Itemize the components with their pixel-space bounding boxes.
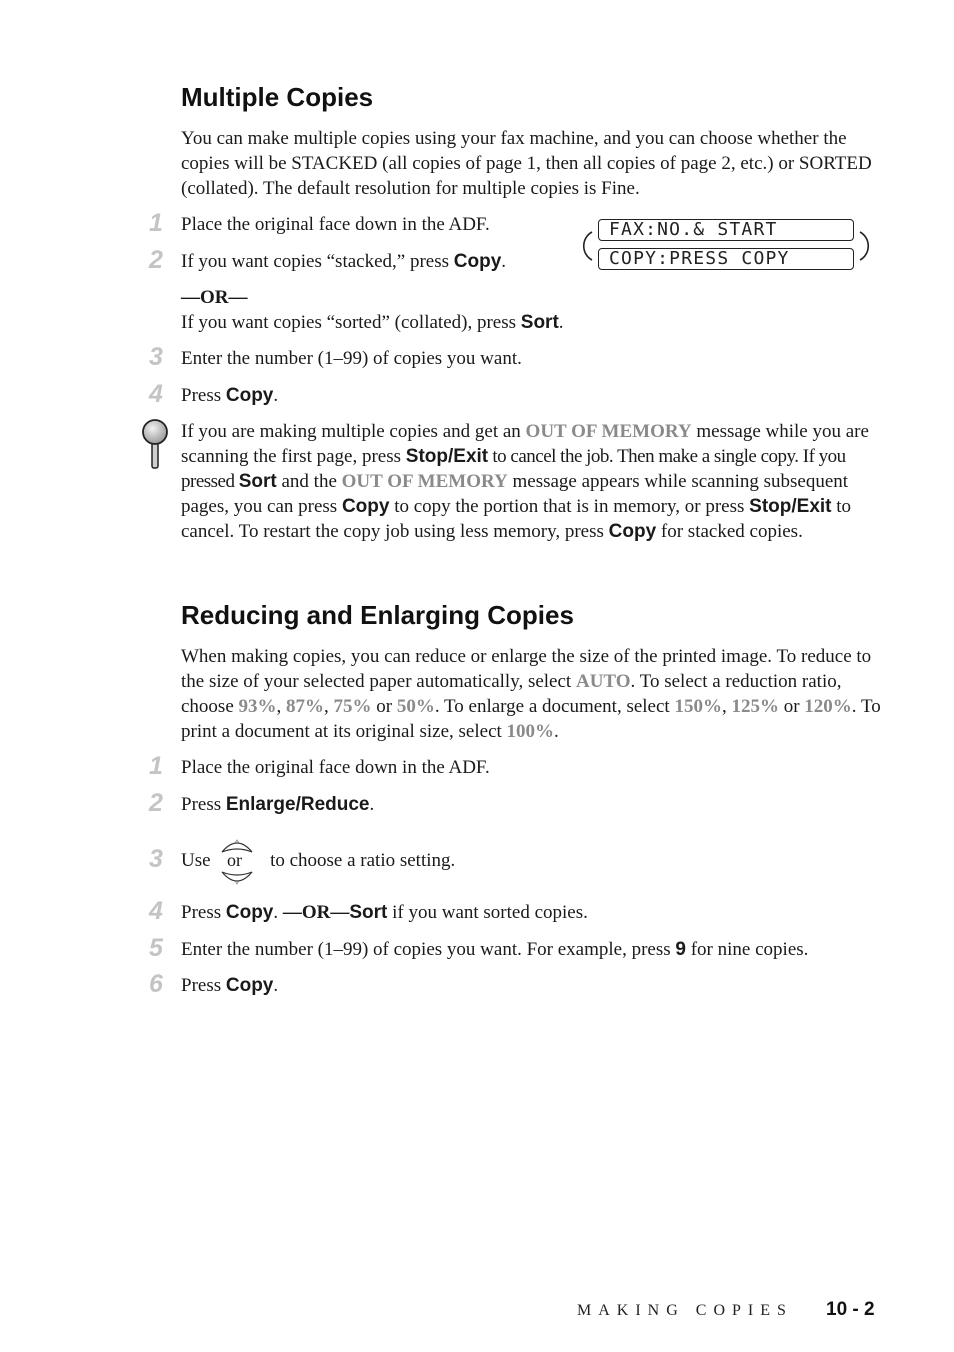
key-sort: Sort bbox=[520, 312, 559, 333]
step-text-post: for nine copies. bbox=[685, 939, 809, 960]
reduce-enlarge-intro bbox=[181, 644, 881, 744]
ratio-100: 100% bbox=[506, 721, 555, 742]
step-number: 3 bbox=[149, 845, 163, 873]
step-number: 5 bbox=[149, 934, 163, 962]
or-label: —OR— bbox=[282, 902, 350, 923]
footer-page-number: 10 - 2 bbox=[826, 1299, 875, 1320]
step-text bbox=[181, 900, 881, 925]
step-text-post: . bbox=[273, 385, 279, 406]
key-copy: Copy bbox=[225, 902, 274, 923]
step-text-pre: Press bbox=[181, 794, 226, 815]
ratio-93: 93% bbox=[238, 696, 277, 717]
ratio-120: 120% bbox=[804, 696, 852, 717]
step-text: Place the original face down in the ADF. bbox=[181, 757, 490, 778]
step-text-pre: If you want copies “sorted” (collated), press bbox=[181, 312, 521, 333]
step-text bbox=[181, 310, 881, 335]
intro-text: or bbox=[371, 696, 397, 717]
key-copy: Copy bbox=[453, 251, 502, 272]
step-text bbox=[181, 973, 881, 998]
multiple-copies-intro: You can make multiple copies using your fax machine, and you can choose whether the copies will be STACKED (all copies of page 1, then all copies of page 2, etc.) or SORTED (collated). The default resolution for multiple copies is Fine. bbox=[181, 128, 872, 199]
step-number: 1 bbox=[149, 209, 163, 237]
note-text: message while you are scanning the first page, press bbox=[181, 421, 869, 467]
step-text-pre: Enter the number (1–99) of copies you want. For example, press bbox=[181, 939, 676, 960]
key-stop-exit: Stop/Exit bbox=[405, 446, 489, 467]
key-9: 9 bbox=[675, 939, 686, 960]
ratio-auto: AUTO bbox=[575, 671, 631, 692]
step-text bbox=[181, 848, 881, 873]
step-text: Enter the number (1–99) of copies you want. bbox=[181, 348, 522, 369]
intro-text: , bbox=[721, 696, 732, 717]
step-text-post: to choose a ratio setting. bbox=[265, 850, 456, 871]
step-number: 1 bbox=[149, 752, 163, 780]
step-text-post: . bbox=[369, 794, 375, 815]
key-copy: Copy bbox=[341, 496, 390, 517]
step-number: 2 bbox=[149, 789, 163, 817]
note-text: to cancel the job. Then make a single copy. If you pressed bbox=[181, 446, 846, 492]
step-number: 2 bbox=[149, 246, 163, 274]
step-text bbox=[181, 937, 881, 962]
or-separator bbox=[181, 285, 881, 310]
or-label: —OR— bbox=[181, 287, 248, 308]
intro-text: . To select a reduction ratio, choose bbox=[181, 671, 842, 717]
lcd-line-2: COPY:PRESS COPY bbox=[598, 248, 854, 270]
step-text-post: if you want sorted copies. bbox=[387, 902, 588, 923]
step-text-post: . bbox=[558, 312, 564, 333]
key-sort: Sort bbox=[238, 471, 277, 492]
step-number: 4 bbox=[149, 380, 163, 408]
footer-section-name: MAKING COPIES bbox=[577, 1302, 793, 1319]
step-text bbox=[181, 792, 881, 817]
note-text: to copy the portion that is in memory, or press bbox=[389, 496, 750, 517]
intro-text: . bbox=[554, 721, 559, 742]
note-text: message appears while scanning subsequent pages, you can press bbox=[181, 471, 849, 517]
intro-text: . To print a document at its original size, select bbox=[181, 696, 881, 742]
ratio-75: 75% bbox=[333, 696, 372, 717]
section-title-multiple-copies: Multiple Copies bbox=[181, 82, 374, 112]
scroll-key-or-label: or bbox=[227, 850, 242, 870]
intro-text: , bbox=[324, 696, 334, 717]
step-number: 3 bbox=[149, 343, 163, 371]
ratio-125: 125% bbox=[731, 696, 779, 717]
intro-text: , bbox=[276, 696, 287, 717]
step-text-post: . bbox=[501, 251, 507, 272]
step-text-pre: Use bbox=[181, 850, 216, 871]
key-copy: Copy bbox=[225, 975, 274, 996]
ratio-87: 87% bbox=[286, 696, 325, 717]
step-text-post: . bbox=[273, 975, 279, 996]
key-stop-exit: Stop/Exit bbox=[749, 496, 832, 517]
key-copy: Copy bbox=[608, 521, 657, 542]
out-of-memory-message: OUT OF MEMORY bbox=[525, 421, 692, 442]
up-down-scroll-key-icon bbox=[219, 836, 255, 888]
ratio-50: 50% bbox=[396, 696, 435, 717]
step-number: 6 bbox=[149, 970, 163, 998]
ratio-150: 150% bbox=[674, 696, 722, 717]
step-number: 4 bbox=[149, 897, 163, 925]
note-text: to cancel. To restart the copy job using less memory, press bbox=[181, 496, 852, 542]
note-text: for stacked copies. bbox=[656, 521, 803, 542]
step-text bbox=[181, 383, 881, 408]
section-title-reducing-enlarging: Reducing and Enlarging Copies bbox=[181, 600, 574, 630]
key-enlarge-reduce: Enlarge/Reduce bbox=[225, 794, 370, 815]
step-text: Place the original face down in the ADF. bbox=[181, 214, 490, 235]
step-text-pre: Press bbox=[181, 975, 226, 996]
step-text-pre: Press bbox=[181, 902, 226, 923]
lcd-line-1: FAX:NO.& START bbox=[598, 219, 854, 241]
intro-text: . To enlarge a document, select bbox=[434, 696, 675, 717]
key-copy: Copy bbox=[225, 385, 274, 406]
step-text-mid: . bbox=[273, 902, 283, 923]
memory-note bbox=[181, 419, 877, 544]
note-magnifier-icon bbox=[140, 418, 170, 470]
step-text-pre: If you want copies “stacked,” press bbox=[181, 251, 454, 272]
key-sort: Sort bbox=[349, 902, 388, 923]
step-text-pre: Press bbox=[181, 385, 226, 406]
intro-text: When making copies, you can reduce or enlarge the size of the printed image. To reduce to the size of your selected paper automatically, select bbox=[181, 646, 872, 692]
note-text: If you are making multiple copies and get an bbox=[181, 421, 526, 442]
out-of-memory-message: OUT OF MEMORY bbox=[341, 471, 508, 492]
note-text: and the bbox=[276, 471, 342, 492]
step-text bbox=[181, 249, 561, 274]
intro-text: or bbox=[778, 696, 805, 717]
